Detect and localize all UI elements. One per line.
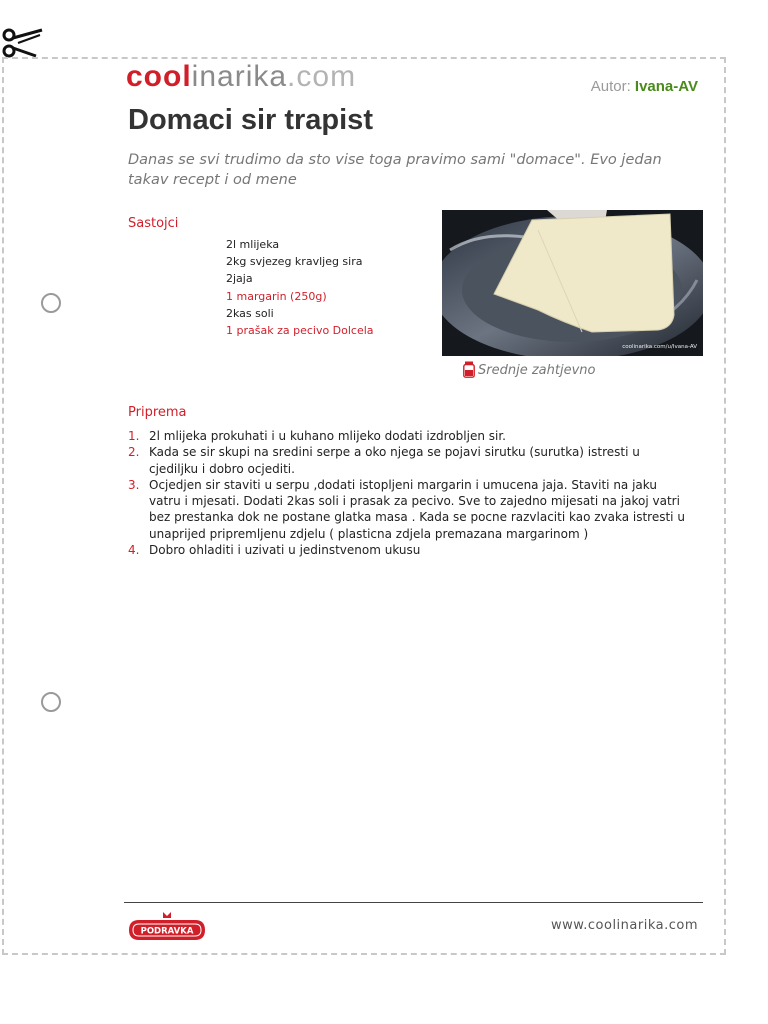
recipe-intro: Danas se svi trudimo da sto vise toga pravimo sami "domace". Evo jedan takav recept i od mene (128, 152, 662, 188)
author-info (591, 78, 698, 95)
recipe-photo (442, 210, 703, 356)
ingredients-heading: Sastojci (128, 216, 179, 231)
ingredient-item: 2kg svjezeg kravljeg sira (226, 255, 363, 269)
preparation-steps (128, 428, 688, 558)
preparation-step (128, 542, 688, 558)
preparation-heading: Priprema (128, 405, 187, 420)
step-text: Kada se sir skupi na sredini serpe a oko njega se pojavi sirutku (surutka) istresti u cjedilјku i dobro ocjediti. (149, 445, 640, 476)
binder-hole-bottom (41, 692, 61, 712)
difficulty-indicator (463, 361, 595, 378)
photo-watermark: coolinarika.com/u/Ivana-AV (622, 344, 697, 350)
scissors-icon (0, 24, 44, 60)
recipe-title: Domaci sir trapist (128, 104, 373, 136)
footer-divider (124, 902, 703, 903)
coolinarika-logo[interactable]: coolinarika.com (126, 60, 357, 93)
difficulty-jar-icon (463, 361, 475, 378)
preparation-step (128, 444, 688, 477)
ingredient-item: 1 margarin (250g) (226, 289, 327, 303)
preparation-step (128, 477, 688, 542)
ingredient-item: 2jaja (226, 272, 253, 286)
author-label: Autor: (590, 78, 631, 95)
step-number: 3. (128, 477, 140, 492)
step-text: Dobro ohladiti i uzivati u jedinstvenom ukusu (149, 543, 421, 558)
step-text: Ocjedjen sir staviti u serpu ,dodati istopljeni margarin i umucena jaja. Staviti na jaku vatru i mjesati. Dodati 2kas soli i prasak za pecivo. Sve to zajedno mijesati na jakoj vatri bez prestanka dok ne postane glatka masa . Kada se pocne razvlaciti kao zvaka istresti u unaprijed pripremljenu zdjelu ( plasticna zdjela premazana margarinom ) (149, 477, 685, 541)
difficulty-label: Srednje zahtjevno (478, 363, 596, 378)
step-text: 2l mlijeka prokuhati i u kuhano mlijeko dodati izdrobljen sir. (149, 429, 506, 443)
binder-hole-top (41, 293, 61, 313)
ingredient-item: 2l mlijeka (226, 238, 280, 251)
step-number: 2. (128, 445, 140, 460)
podravka-brand-text: PODRAVKA (140, 926, 194, 937)
step-number: 1. (128, 429, 140, 443)
ingredient-item: 1 prašak za pecivo Dolcela (226, 324, 374, 338)
ingredients-list (226, 236, 374, 339)
footer-website[interactable]: www.coolinarika.com (551, 918, 698, 933)
step-number: 4. (128, 543, 140, 558)
preparation-step (128, 428, 688, 444)
author-name[interactable]: Ivana-AV (634, 78, 698, 95)
podravka-logo[interactable] (127, 910, 207, 942)
ingredient-item: 2kas soli (226, 306, 274, 320)
